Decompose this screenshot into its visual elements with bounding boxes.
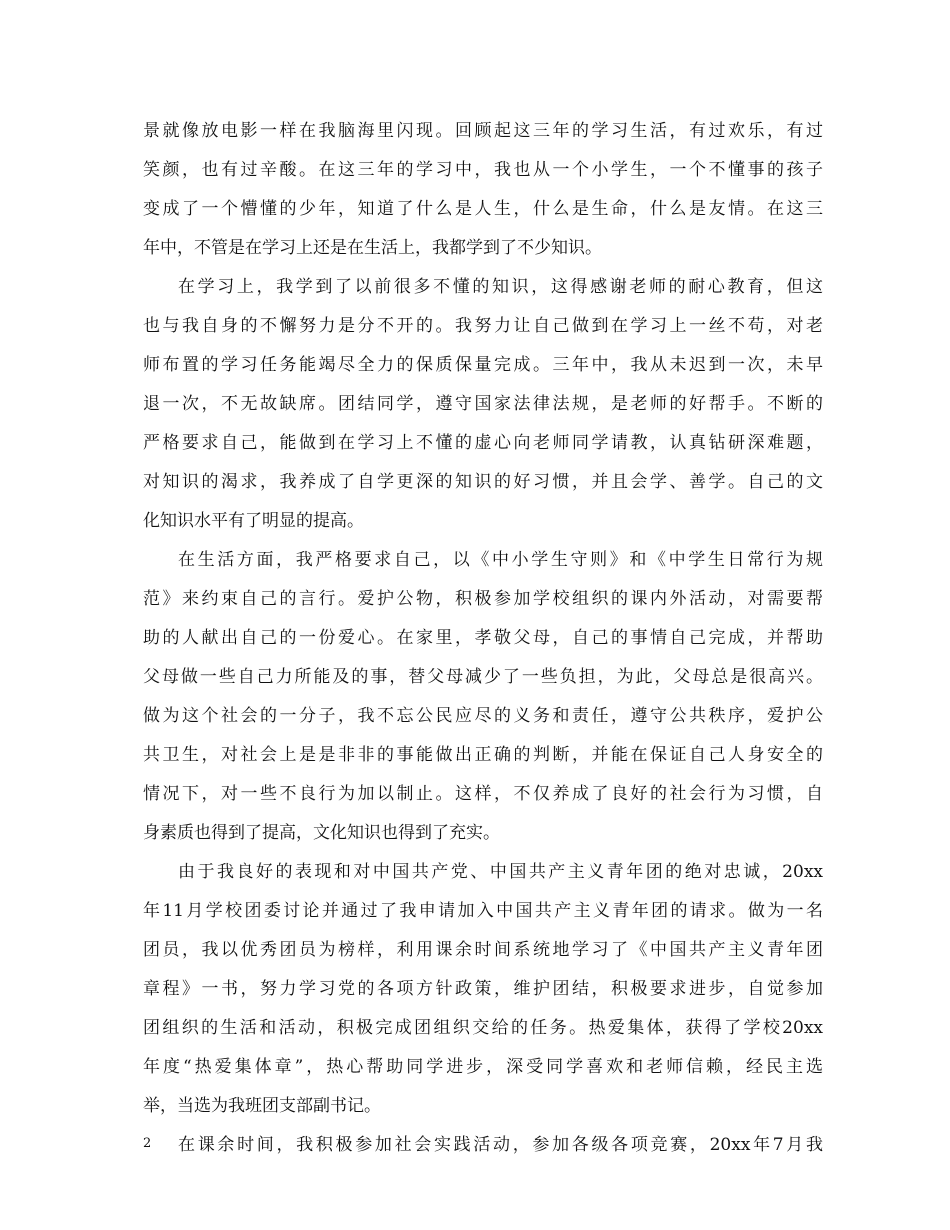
text-line: 情况下，对一些不良行为加以制止。这样，不仅养成了良好的社会行为习惯，自 [143,784,823,804]
text-line: 身素质也得到了提高，文化知识也得到了充实。 [143,823,500,843]
text-line: 变成了一个懵懂的少年，知道了什么是人生，什么是生命，什么是友情。在这三 [143,199,823,219]
text-line: 举，当选为我班团支部副书记。 [143,1096,381,1116]
text-line: 年度“热爱集体章”，热心帮助同学进步，深受同学喜欢和老师信赖，经民主选 [143,1057,823,1077]
text-line: 退一次，不无故缺席。团结同学，遵守国家法律法规，是老师的好帮手。不断的 [143,394,823,414]
text-line: 年11月学校团委讨论并通过了我申请加入中国共产主义青年团的请求。做为一名 [143,901,823,921]
text-line: 笑颜，也有过辛酸。在这三年的学习中，我也从一个小学生，一个不懂事的孩子 [143,160,823,180]
text-line: 在生活方面，我严格要求自己，以《中小学生守则》和《中学生日常行为规 [178,550,823,570]
text-line: 做为这个社会的一分子，我不忘公民应尽的义务和责任，遵守公共秩序，爱护公 [143,706,823,726]
text-line: 章程》一书，努力学习党的各项方针政策，维护团结，积极要求进步，自觉参加 [143,979,823,999]
text-line: 严格要求自己，能做到在学习上不懂的虚心向老师同学请教，认真钻研深难题， [143,433,823,453]
text-line: 师布置的学习任务能竭尽全力的保质保量完成。三年中，我从未迟到一次，未早 [143,355,823,375]
text-line: 也与我自身的不懈努力是分不开的。我努力让自己做到在学习上一丝不苟，对老 [143,316,823,336]
text-line: 年中，不管是在学习上还是在生活上，我都学到了不少知识。 [143,238,602,258]
text-line: 化知识水平有了明显的提高。 [143,511,364,531]
text-line: 对知识的渴求，我养成了自学更深的知识的好习惯，并且会学、善学。自己的文 [143,472,823,492]
text-line: 在学习上，我学到了以前很多不懂的知识，这得感谢老师的耐心教育，但这 [178,277,823,297]
body-text [143,112,823,1165]
text-line: 范》来约束自己的言行。爱护公物，积极参加学校组织的课内外活动，对需要帮 [143,589,823,609]
text-line: 团员，我以优秀团员为榜样，利用课余时间系统地学习了《中国共产主义青年团 [143,940,823,960]
text-line: 由于我良好的表现和对中国共产党、中国共产主义青年团的绝对忠诚，20xx [178,862,823,882]
text-line: 父母做一些自己力所能及的事，替父母减少了一些负担，为此，父母总是很高兴。 [143,667,823,687]
text-line: 景就像放电影一样在我脑海里闪现。回顾起这三年的学习生活，有过欢乐，有过 [143,121,823,141]
page-number: 2 [143,1136,152,1151]
text-line: 助的人献出自己的一份爱心。在家里，孝敬父母，自己的事情自己完成，并帮助 [143,628,823,648]
text-line: 共卫生，对社会上是是非非的事能做出正确的判断，并能在保证自己人身安全的 [143,745,823,765]
text-line: 在课余时间，我积极参加社会实践活动，参加各级各项竞赛，20xx年7月我 [178,1135,823,1155]
text-line: 团组织的生活和活动，积极完成团组织交给的任务。热爱集体，获得了学校20xx [143,1018,823,1038]
